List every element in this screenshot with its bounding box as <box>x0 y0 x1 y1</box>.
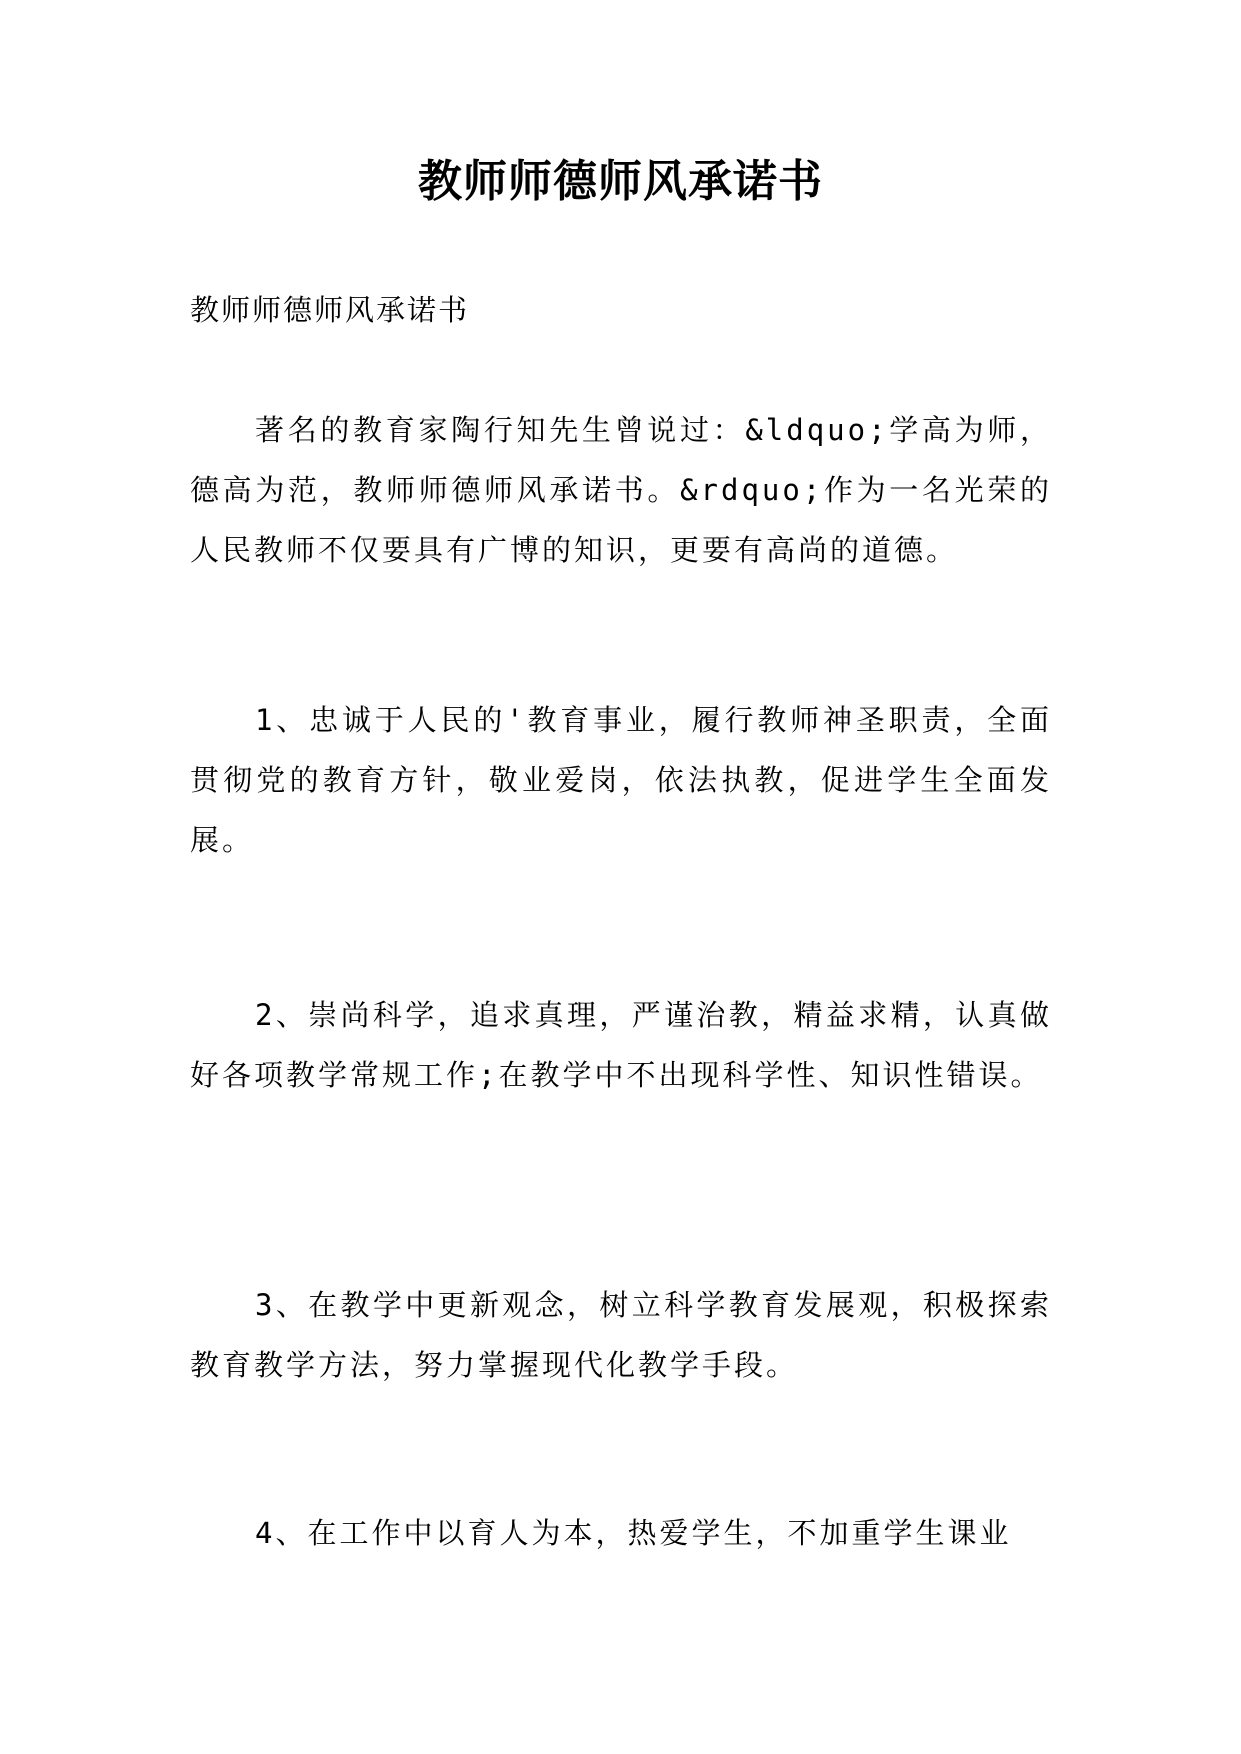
paragraph-item-4: 4、在工作中以育人为本，热爱学生，不加重学生课业 <box>255 1516 1012 1550</box>
paragraph-item-1: 1、忠诚于人民的'教育事业，履行教师神圣职责，全面贯彻党的教育方针，敬业爱岗，依法执教，促进学生全面发展。 <box>190 703 1052 857</box>
document-subtitle: 教师师德师风承诺书 <box>190 293 470 327</box>
paragraph-item-3: 3、在教学中更新观念，树立科学教育发展观，积极探索教育教学方法，努力掌握现代化教学手段。 <box>190 1288 1052 1382</box>
paragraph-item-2: 2、崇尚科学，追求真理，严谨治教，精益求精，认真做好各项教学常规工作;在教学中不出现科学性、知识性错误。 <box>190 998 1052 1092</box>
paragraph-intro: 著名的教育家陶行知先生曾说过：&ldquo;学高为师，德高为范，教师师德师风承诺书。&rdquo;作为一名光荣的人民教师不仅要具有广博的知识，更要有高尚的道德。 <box>190 413 1052 567</box>
document-title: 教师师德师风承诺书 <box>418 156 823 207</box>
